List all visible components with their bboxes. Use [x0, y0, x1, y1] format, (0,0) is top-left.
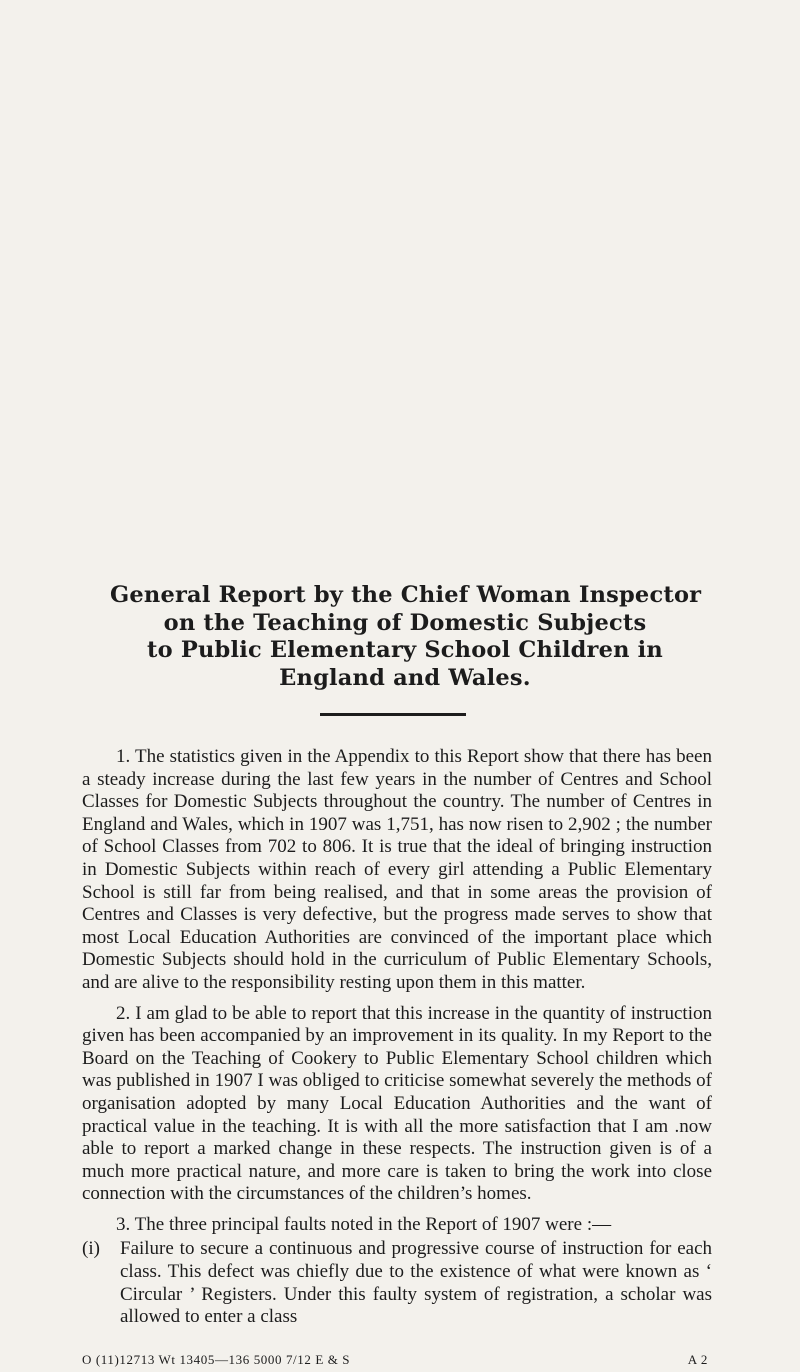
- paragraph-3: 3. The three principal faults noted in the Report of 1907 were :—: [116, 1213, 612, 1235]
- list-item-text: Failure to secure a continuous and progressive course of instruction for each class. This defect was chiefly due to the existence of what were known as ‘ Circular ’ Registers. Under this faulty system of registration, a scholar was allowed to enter a class: [120, 1238, 712, 1328]
- title-line: General Report by the Chief Woman Inspector: [110, 582, 702, 608]
- title-line: to Public Elementary School Children in: [147, 637, 663, 663]
- paragraph-1: 1. The statistics given in the Appendix to this Report show that there has been a steady increase during the last few years in the number of Centres and School Classes for Domestic Subjects throughout the country. The number of Centres in England and Wales, which in 1907 was 1,751, has now risen to 2,902 ; the number of School Classes from 702 to 806. It is true that the ideal of bringing instruction in Domestic Subjects within reach of every girl attending a Public Elementary School is still far from being realised, and that in some areas the provision of Centres and Classes is very defective, but the progress made serves to show that most Local Education Authorities are convinced of the important place which Domestic Subjects should hold in the curriculum of Public Elementary Schools, and are alive to the responsibility resting upon them in this matter.: [82, 746, 712, 993]
- signature-mark: A 2: [687, 1352, 708, 1367]
- report-title: [110, 582, 700, 692]
- printer-imprint: O (11)12713 Wt 13405—136 5000 7/12 E & S: [82, 1352, 351, 1367]
- list-item: [82, 1238, 712, 1328]
- faults-list: [82, 1238, 712, 1328]
- list-item-number: (i): [82, 1238, 100, 1260]
- title-divider: [320, 713, 466, 716]
- title-line: on the Teaching of Domestic Subjects: [163, 609, 647, 636]
- report-body: [82, 746, 712, 1329]
- print-footer: [82, 1352, 708, 1368]
- title-line: England and Wales.: [279, 664, 531, 691]
- paragraph-2: 2. I am glad to be able to report that this increase in the quantity of instruction given has been accompanied by an improvement in its quality. In my Report to the Board on the Teaching of Cookery to Public Elementary School children which was published in 1907 I was obliged to criticise somewhat severely the methods of organisation adopted by many Local Education Authorities and the want of practical value in the teaching. It is with all the more satisfaction that I am .now able to report a marked change in these respects. The instruction given is of a much more practical nature, and more care is taken to bring the work into close connection with the circumstances of the children’s homes.: [82, 1002, 712, 1205]
